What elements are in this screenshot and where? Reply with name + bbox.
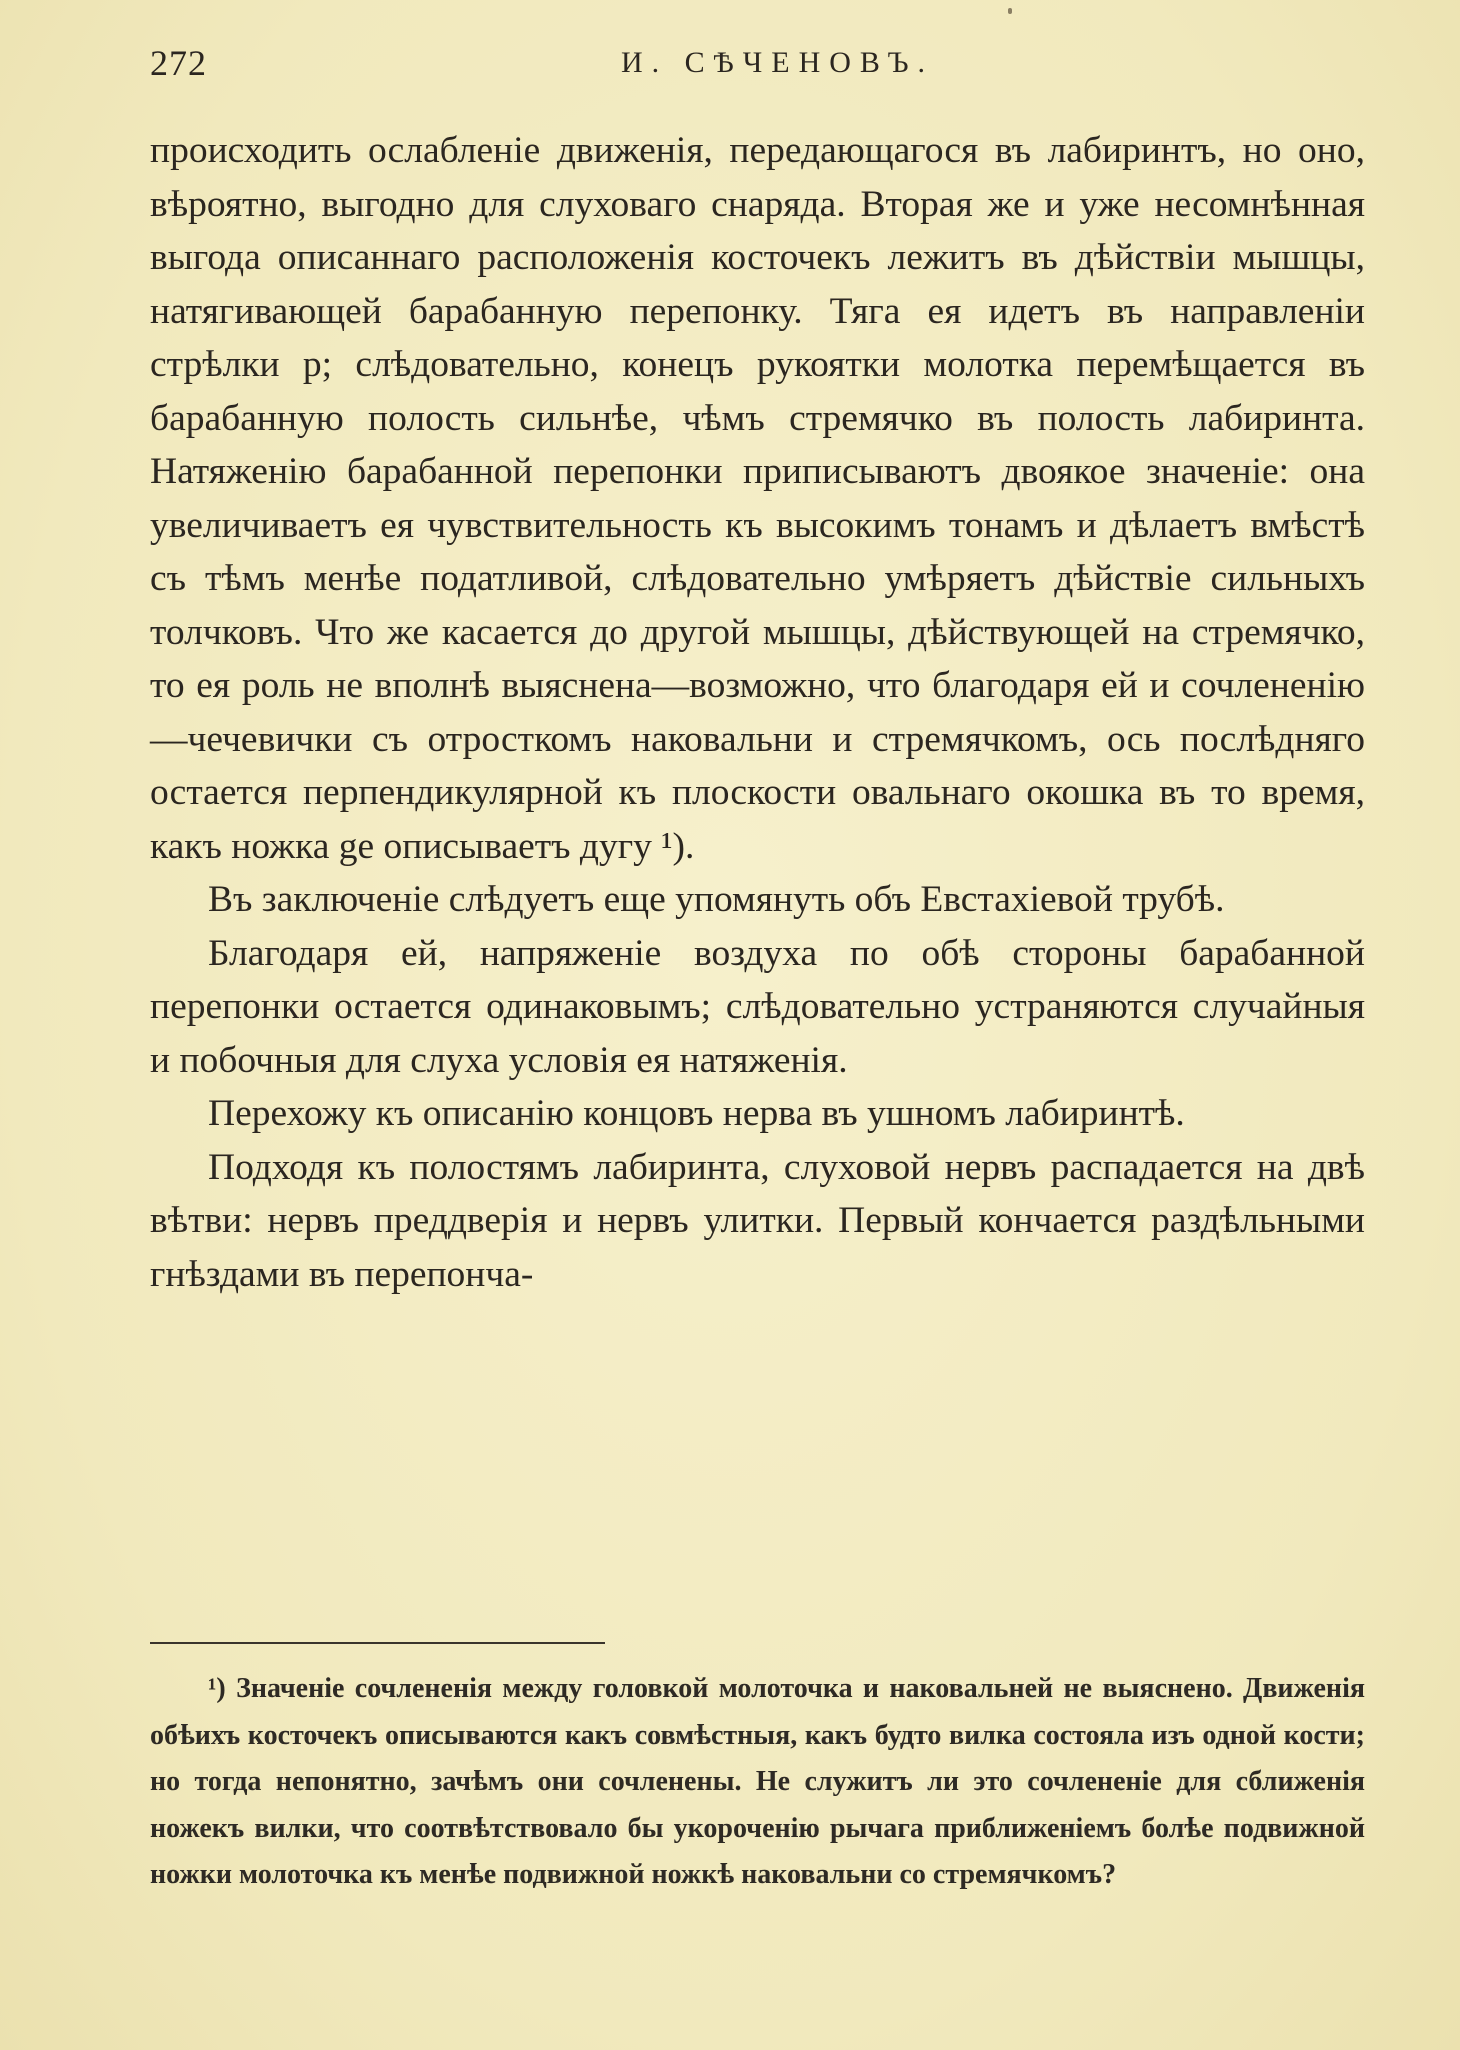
paragraph-5: Подходя къ полостямъ лабиринта, слуховой нервъ распадается на двѣ вѣтви: нервъ преддверія и нервъ улитки. Первый кончается раздѣльными гнѣздами въ перепонча- (150, 1146, 1365, 1295)
body-text (150, 124, 1365, 1301)
page-number: 272 (150, 43, 207, 83)
running-title: И. СѢЧЕНОВЪ. (620, 46, 935, 79)
footnote: ¹) Значеніе сочлененія между головкой молоточка и наковальней не выяснено. Движенія обѣихъ косточекъ описываются какъ совмѣстныя, какъ будто вилка состояла изъ одной кости; но тогда непонятно, зачѣмъ они сочленены. Не служитъ ли это сочлененіе для сближенія ножекъ вилки, что соотвѣтствовало бы укороченію рычага приближеніемъ болѣе подвижной ножки молоточка къ менѣе подвижной ножкѣ наковальни со стремячкомъ? (150, 1673, 1365, 1890)
paragraph-3: Благодаря ей, напряженіе воздуха по обѣ стороны барабанной перепонки остается одинаковымъ; слѣдовательно устраняются случайныя и побочныя для слуха условія ея натяженія. (150, 932, 1365, 1081)
paragraph-4: Перехожу къ описанію концовъ нерва въ ушномъ лабиринтѣ. (208, 1093, 1185, 1134)
paragraph-2: Въ заключеніе слѣдуетъ еще упомянуть объ Евстахіевой трубѣ. (208, 879, 1225, 920)
paper-speck (1008, 8, 1012, 14)
paragraph-1: происходить ослабленіе движенія, передающагося въ лабиринтъ, но оно, вѣроятно, выгодно для слуховаго снаряда. Вторая же и уже несомнѣнная выгода описаннаго расположенія косточекъ лежитъ въ дѣйствіи мышцы, натягивающей барабанную перепонку. Тяга ея идетъ въ направленіи стрѣлки p; слѣдовательно, конецъ рукоятки молотка перемѣщается въ барабанную полость сильнѣе, чѣмъ стремячко въ полость лабиринта. Натяженію барабанной перепонки приписываютъ двоякое значеніе: она увеличиваетъ ея чувствительность къ высокимъ тонамъ и дѣлаетъ вмѣстѣ съ тѣмъ менѣе податливой, слѣдовательно умѣряетъ дѣйствіе сильныхъ толчковъ. Что же касается до другой мышцы, дѣйствующей на стремячко, то ея роль не вполнѣ выяснена—возможно, что благодаря ей и сочлененію—чечевички съ отросткомъ наковальни и стремячкомъ, ось послѣдняго остается перпендикулярной къ плоскости овальнаго окошка въ то время, какъ ножка ge описываетъ дугу ¹). (150, 130, 1365, 867)
page-header (150, 42, 1365, 102)
footnote-rule (150, 1642, 605, 1644)
